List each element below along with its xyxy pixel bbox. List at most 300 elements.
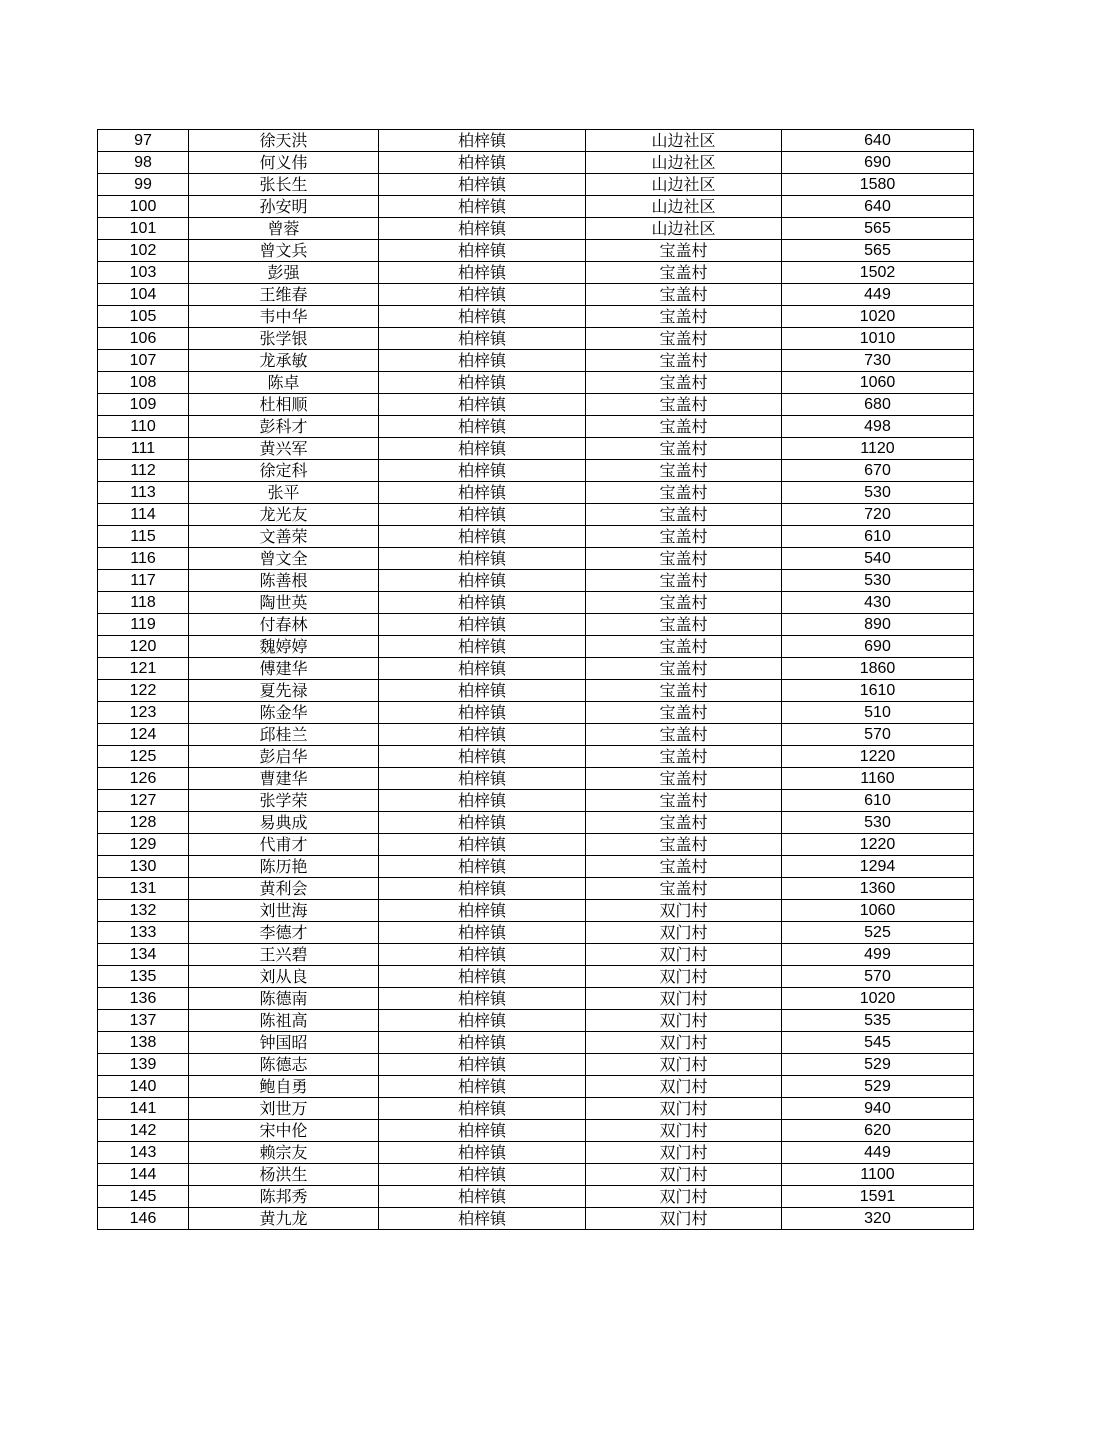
seq-cell: 98 [98, 152, 189, 174]
name-cell: 何义伟 [189, 152, 379, 174]
seq-cell: 136 [98, 988, 189, 1010]
town-cell: 柏梓镇 [379, 746, 586, 768]
seq-cell: 134 [98, 944, 189, 966]
name-cell: 龙光友 [189, 504, 379, 526]
town-cell: 柏梓镇 [379, 724, 586, 746]
seq-cell: 107 [98, 350, 189, 372]
village-cell: 宝盖村 [586, 306, 782, 328]
seq-cell: 127 [98, 790, 189, 812]
table-row [98, 460, 974, 482]
name-cell: 孙安明 [189, 196, 379, 218]
table-row [98, 196, 974, 218]
name-cell: 刘从良 [189, 966, 379, 988]
town-cell: 柏梓镇 [379, 592, 586, 614]
name-cell: 陈历艳 [189, 856, 379, 878]
amount-cell: 320 [782, 1208, 974, 1230]
table-row [98, 658, 974, 680]
town-cell: 柏梓镇 [379, 504, 586, 526]
amount-cell: 570 [782, 724, 974, 746]
town-cell: 柏梓镇 [379, 262, 586, 284]
village-cell: 宝盖村 [586, 614, 782, 636]
village-cell: 宝盖村 [586, 856, 782, 878]
amount-cell: 499 [782, 944, 974, 966]
amount-cell: 1294 [782, 856, 974, 878]
amount-cell: 545 [782, 1032, 974, 1054]
name-cell: 彭科才 [189, 416, 379, 438]
seq-cell: 145 [98, 1186, 189, 1208]
seq-cell: 100 [98, 196, 189, 218]
table-row [98, 1032, 974, 1054]
table-row [98, 768, 974, 790]
name-cell: 张长生 [189, 174, 379, 196]
town-cell: 柏梓镇 [379, 834, 586, 856]
table-row [98, 1010, 974, 1032]
amount-cell: 530 [782, 812, 974, 834]
amount-cell: 449 [782, 1142, 974, 1164]
table-row [98, 416, 974, 438]
name-cell: 杨洪生 [189, 1164, 379, 1186]
village-cell: 宝盖村 [586, 878, 782, 900]
village-cell: 双门村 [586, 1054, 782, 1076]
amount-cell: 1860 [782, 658, 974, 680]
name-cell: 黄兴军 [189, 438, 379, 460]
town-cell: 柏梓镇 [379, 196, 586, 218]
seq-cell: 109 [98, 394, 189, 416]
seq-cell: 111 [98, 438, 189, 460]
amount-cell: 1502 [782, 262, 974, 284]
amount-cell: 1020 [782, 306, 974, 328]
amount-cell: 1591 [782, 1186, 974, 1208]
amount-cell: 1120 [782, 438, 974, 460]
amount-cell: 1060 [782, 900, 974, 922]
town-cell: 柏梓镇 [379, 702, 586, 724]
amount-cell: 640 [782, 130, 974, 152]
village-cell: 宝盖村 [586, 482, 782, 504]
name-cell: 黄利会 [189, 878, 379, 900]
village-cell: 双门村 [586, 1076, 782, 1098]
town-cell: 柏梓镇 [379, 240, 586, 262]
town-cell: 柏梓镇 [379, 1098, 586, 1120]
seq-cell: 125 [98, 746, 189, 768]
name-cell: 曾蓉 [189, 218, 379, 240]
amount-cell: 535 [782, 1010, 974, 1032]
table-row [98, 438, 974, 460]
amount-cell: 530 [782, 570, 974, 592]
amount-cell: 510 [782, 702, 974, 724]
village-cell: 宝盖村 [586, 592, 782, 614]
name-cell: 彭启华 [189, 746, 379, 768]
name-cell: 陈德南 [189, 988, 379, 1010]
table-row [98, 350, 974, 372]
seq-cell: 121 [98, 658, 189, 680]
town-cell: 柏梓镇 [379, 526, 586, 548]
table-row [98, 482, 974, 504]
amount-cell: 1160 [782, 768, 974, 790]
name-cell: 徐定科 [189, 460, 379, 482]
town-cell: 柏梓镇 [379, 614, 586, 636]
village-cell: 双门村 [586, 1208, 782, 1230]
amount-cell: 530 [782, 482, 974, 504]
seq-cell: 146 [98, 1208, 189, 1230]
table-row [98, 856, 974, 878]
name-cell: 陈卓 [189, 372, 379, 394]
town-cell: 柏梓镇 [379, 284, 586, 306]
table-row [98, 702, 974, 724]
village-cell: 宝盖村 [586, 768, 782, 790]
town-cell: 柏梓镇 [379, 636, 586, 658]
town-cell: 柏梓镇 [379, 218, 586, 240]
table-row [98, 570, 974, 592]
table-row [98, 900, 974, 922]
seq-cell: 97 [98, 130, 189, 152]
table-row [98, 1164, 974, 1186]
town-cell: 柏梓镇 [379, 1120, 586, 1142]
table-row [98, 724, 974, 746]
name-cell: 陈金华 [189, 702, 379, 724]
table-row [98, 306, 974, 328]
seq-cell: 126 [98, 768, 189, 790]
amount-cell: 1220 [782, 834, 974, 856]
town-cell: 柏梓镇 [379, 680, 586, 702]
table-row [98, 680, 974, 702]
village-cell: 双门村 [586, 988, 782, 1010]
name-cell: 刘世海 [189, 900, 379, 922]
table-row [98, 262, 974, 284]
name-cell: 张平 [189, 482, 379, 504]
amount-cell: 1020 [782, 988, 974, 1010]
village-cell: 宝盖村 [586, 636, 782, 658]
seq-cell: 132 [98, 900, 189, 922]
village-cell: 宝盖村 [586, 394, 782, 416]
seq-cell: 106 [98, 328, 189, 350]
village-cell: 宝盖村 [586, 328, 782, 350]
seq-cell: 102 [98, 240, 189, 262]
seq-cell: 138 [98, 1032, 189, 1054]
seq-cell: 131 [98, 878, 189, 900]
table-row [98, 240, 974, 262]
name-cell: 刘世万 [189, 1098, 379, 1120]
village-cell: 双门村 [586, 1098, 782, 1120]
seq-cell: 124 [98, 724, 189, 746]
amount-cell: 690 [782, 636, 974, 658]
village-cell: 双门村 [586, 944, 782, 966]
name-cell: 邱桂兰 [189, 724, 379, 746]
amount-cell: 529 [782, 1076, 974, 1098]
table-row [98, 878, 974, 900]
seq-cell: 105 [98, 306, 189, 328]
amount-cell: 730 [782, 350, 974, 372]
name-cell: 钟国昭 [189, 1032, 379, 1054]
name-cell: 彭强 [189, 262, 379, 284]
amount-cell: 1610 [782, 680, 974, 702]
table-row [98, 1142, 974, 1164]
seq-cell: 128 [98, 812, 189, 834]
seq-cell: 130 [98, 856, 189, 878]
town-cell: 柏梓镇 [379, 482, 586, 504]
seq-cell: 115 [98, 526, 189, 548]
table-row [98, 988, 974, 1010]
name-cell: 王兴碧 [189, 944, 379, 966]
town-cell: 柏梓镇 [379, 900, 586, 922]
amount-cell: 940 [782, 1098, 974, 1120]
town-cell: 柏梓镇 [379, 372, 586, 394]
town-cell: 柏梓镇 [379, 130, 586, 152]
village-cell: 宝盖村 [586, 504, 782, 526]
amount-cell: 449 [782, 284, 974, 306]
town-cell: 柏梓镇 [379, 438, 586, 460]
seq-cell: 135 [98, 966, 189, 988]
table-row [98, 1054, 974, 1076]
seq-cell: 113 [98, 482, 189, 504]
town-cell: 柏梓镇 [379, 394, 586, 416]
village-cell: 双门村 [586, 1164, 782, 1186]
town-cell: 柏梓镇 [379, 306, 586, 328]
seq-cell: 140 [98, 1076, 189, 1098]
town-cell: 柏梓镇 [379, 174, 586, 196]
village-cell: 宝盖村 [586, 372, 782, 394]
seq-cell: 133 [98, 922, 189, 944]
village-cell: 宝盖村 [586, 548, 782, 570]
name-cell: 魏婷婷 [189, 636, 379, 658]
village-cell: 宝盖村 [586, 790, 782, 812]
seq-cell: 129 [98, 834, 189, 856]
seq-cell: 144 [98, 1164, 189, 1186]
amount-cell: 1360 [782, 878, 974, 900]
village-cell: 双门村 [586, 1186, 782, 1208]
table-row [98, 592, 974, 614]
name-cell: 陈邦秀 [189, 1186, 379, 1208]
table-row [98, 966, 974, 988]
village-cell: 山边社区 [586, 152, 782, 174]
name-cell: 张学荣 [189, 790, 379, 812]
seq-cell: 101 [98, 218, 189, 240]
village-cell: 山边社区 [586, 174, 782, 196]
village-cell: 双门村 [586, 1142, 782, 1164]
amount-cell: 565 [782, 218, 974, 240]
village-cell: 双门村 [586, 1120, 782, 1142]
amount-cell: 565 [782, 240, 974, 262]
name-cell: 陈祖高 [189, 1010, 379, 1032]
village-cell: 宝盖村 [586, 724, 782, 746]
amount-cell: 540 [782, 548, 974, 570]
table-row [98, 152, 974, 174]
name-cell: 张学银 [189, 328, 379, 350]
village-cell: 宝盖村 [586, 812, 782, 834]
table-row [98, 812, 974, 834]
amount-cell: 620 [782, 1120, 974, 1142]
town-cell: 柏梓镇 [379, 1010, 586, 1032]
village-cell: 双门村 [586, 966, 782, 988]
amount-cell: 1010 [782, 328, 974, 350]
seq-cell: 118 [98, 592, 189, 614]
town-cell: 柏梓镇 [379, 1186, 586, 1208]
table-row [98, 1098, 974, 1120]
table-row [98, 636, 974, 658]
roster-table [97, 129, 974, 1230]
table-row [98, 834, 974, 856]
town-cell: 柏梓镇 [379, 922, 586, 944]
village-cell: 宝盖村 [586, 460, 782, 482]
name-cell: 黄九龙 [189, 1208, 379, 1230]
amount-cell: 570 [782, 966, 974, 988]
amount-cell: 720 [782, 504, 974, 526]
village-cell: 宝盖村 [586, 834, 782, 856]
name-cell: 韦中华 [189, 306, 379, 328]
seq-cell: 99 [98, 174, 189, 196]
name-cell: 鲍自勇 [189, 1076, 379, 1098]
amount-cell: 610 [782, 790, 974, 812]
table-row [98, 1120, 974, 1142]
town-cell: 柏梓镇 [379, 1208, 586, 1230]
village-cell: 宝盖村 [586, 526, 782, 548]
seq-cell: 108 [98, 372, 189, 394]
town-cell: 柏梓镇 [379, 790, 586, 812]
village-cell: 宝盖村 [586, 746, 782, 768]
town-cell: 柏梓镇 [379, 416, 586, 438]
table-row [98, 1208, 974, 1230]
village-cell: 山边社区 [586, 130, 782, 152]
village-cell: 宝盖村 [586, 240, 782, 262]
name-cell: 陈德志 [189, 1054, 379, 1076]
seq-cell: 143 [98, 1142, 189, 1164]
town-cell: 柏梓镇 [379, 1164, 586, 1186]
table-row [98, 614, 974, 636]
seq-cell: 142 [98, 1120, 189, 1142]
town-cell: 柏梓镇 [379, 1076, 586, 1098]
name-cell: 文善荣 [189, 526, 379, 548]
amount-cell: 670 [782, 460, 974, 482]
seq-cell: 119 [98, 614, 189, 636]
amount-cell: 525 [782, 922, 974, 944]
village-cell: 山边社区 [586, 196, 782, 218]
amount-cell: 1220 [782, 746, 974, 768]
town-cell: 柏梓镇 [379, 152, 586, 174]
village-cell: 宝盖村 [586, 438, 782, 460]
village-cell: 宝盖村 [586, 284, 782, 306]
village-cell: 宝盖村 [586, 658, 782, 680]
name-cell: 杜相顺 [189, 394, 379, 416]
village-cell: 宝盖村 [586, 680, 782, 702]
name-cell: 代甫才 [189, 834, 379, 856]
table-row [98, 394, 974, 416]
seq-cell: 110 [98, 416, 189, 438]
name-cell: 龙承敏 [189, 350, 379, 372]
name-cell: 赖宗友 [189, 1142, 379, 1164]
amount-cell: 498 [782, 416, 974, 438]
seq-cell: 139 [98, 1054, 189, 1076]
table-row [98, 130, 974, 152]
village-cell: 双门村 [586, 1032, 782, 1054]
village-cell: 宝盖村 [586, 350, 782, 372]
name-cell: 夏先禄 [189, 680, 379, 702]
village-cell: 山边社区 [586, 218, 782, 240]
table-row [98, 504, 974, 526]
table-row [98, 922, 974, 944]
seq-cell: 120 [98, 636, 189, 658]
village-cell: 宝盖村 [586, 416, 782, 438]
village-cell: 双门村 [586, 922, 782, 944]
town-cell: 柏梓镇 [379, 812, 586, 834]
amount-cell: 430 [782, 592, 974, 614]
table-row [98, 372, 974, 394]
amount-cell: 529 [782, 1054, 974, 1076]
amount-cell: 640 [782, 196, 974, 218]
town-cell: 柏梓镇 [379, 350, 586, 372]
town-cell: 柏梓镇 [379, 944, 586, 966]
village-cell: 宝盖村 [586, 570, 782, 592]
town-cell: 柏梓镇 [379, 1032, 586, 1054]
town-cell: 柏梓镇 [379, 328, 586, 350]
village-cell: 双门村 [586, 900, 782, 922]
name-cell: 曾文兵 [189, 240, 379, 262]
table-row [98, 218, 974, 240]
table-row [98, 548, 974, 570]
table-row [98, 746, 974, 768]
amount-cell: 690 [782, 152, 974, 174]
table-row [98, 1186, 974, 1208]
roster-table-body [98, 130, 974, 1230]
village-cell: 宝盖村 [586, 262, 782, 284]
amount-cell: 610 [782, 526, 974, 548]
name-cell: 徐天洪 [189, 130, 379, 152]
name-cell: 付春林 [189, 614, 379, 636]
amount-cell: 1060 [782, 372, 974, 394]
town-cell: 柏梓镇 [379, 988, 586, 1010]
table-row [98, 790, 974, 812]
seq-cell: 137 [98, 1010, 189, 1032]
table-row [98, 526, 974, 548]
seq-cell: 112 [98, 460, 189, 482]
name-cell: 李德才 [189, 922, 379, 944]
seq-cell: 141 [98, 1098, 189, 1120]
amount-cell: 890 [782, 614, 974, 636]
name-cell: 陈善根 [189, 570, 379, 592]
seq-cell: 122 [98, 680, 189, 702]
table-row [98, 944, 974, 966]
name-cell: 宋中伦 [189, 1120, 379, 1142]
town-cell: 柏梓镇 [379, 768, 586, 790]
amount-cell: 1100 [782, 1164, 974, 1186]
name-cell: 傅建华 [189, 658, 379, 680]
town-cell: 柏梓镇 [379, 856, 586, 878]
town-cell: 柏梓镇 [379, 460, 586, 482]
seq-cell: 117 [98, 570, 189, 592]
town-cell: 柏梓镇 [379, 548, 586, 570]
seq-cell: 116 [98, 548, 189, 570]
seq-cell: 123 [98, 702, 189, 724]
name-cell: 陶世英 [189, 592, 379, 614]
table-row [98, 174, 974, 196]
table-row [98, 1076, 974, 1098]
town-cell: 柏梓镇 [379, 878, 586, 900]
table-row [98, 328, 974, 350]
seq-cell: 104 [98, 284, 189, 306]
name-cell: 曾文全 [189, 548, 379, 570]
village-cell: 双门村 [586, 1010, 782, 1032]
amount-cell: 680 [782, 394, 974, 416]
name-cell: 易典成 [189, 812, 379, 834]
name-cell: 王维春 [189, 284, 379, 306]
seq-cell: 103 [98, 262, 189, 284]
village-cell: 宝盖村 [586, 702, 782, 724]
town-cell: 柏梓镇 [379, 570, 586, 592]
town-cell: 柏梓镇 [379, 1054, 586, 1076]
name-cell: 曹建华 [189, 768, 379, 790]
seq-cell: 114 [98, 504, 189, 526]
amount-cell: 1580 [782, 174, 974, 196]
table-row [98, 284, 974, 306]
town-cell: 柏梓镇 [379, 1142, 586, 1164]
